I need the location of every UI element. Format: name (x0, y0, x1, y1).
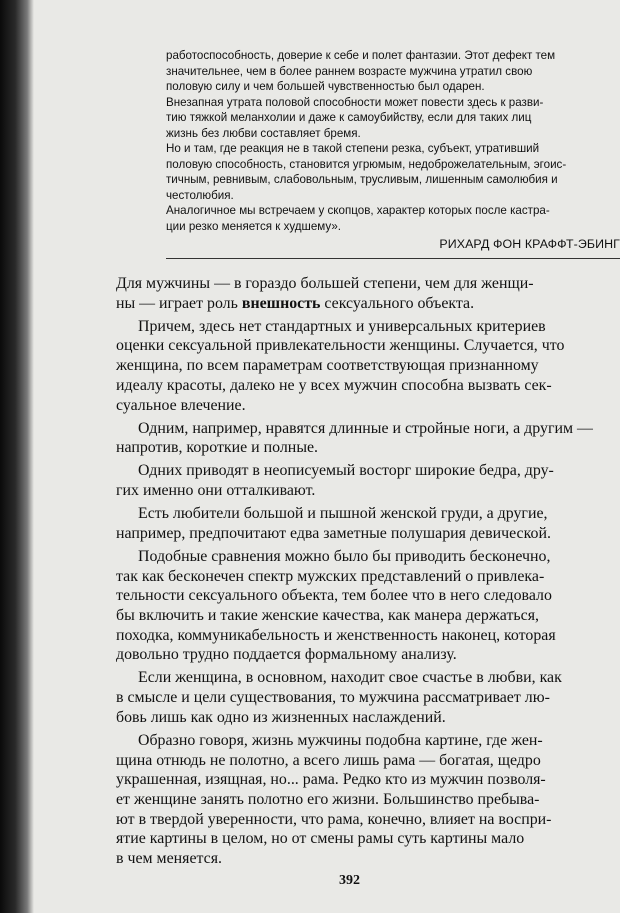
attribution-rule (166, 258, 620, 259)
body-line: например, предпочитают едва заметные полушария девической. (116, 524, 551, 542)
paragraph-start: Образно говоря, жизнь мужчины подобна картине, где жен- (138, 731, 543, 749)
book-binding-shadow (0, 0, 34, 913)
book-page (34, 0, 620, 913)
body-line-text: сексуального объекта. (324, 294, 475, 312)
epigraph-quote (166, 48, 620, 234)
epigraph-line: Но и там, где реакция не в такой степени резка, субъект, утративший (166, 142, 540, 155)
body-line: оценки сексуальной привлекательности женщины. Случается, что (116, 337, 565, 355)
paragraph-start: Одним, например, нравятся длинные и стройные ноги, а другим — (138, 419, 593, 437)
page-number: 392 (339, 873, 360, 888)
body-line: бовь лишь как одно из жизненных наслаждений. (116, 708, 446, 726)
body-text (116, 274, 620, 869)
paragraph-start: Подобные сравнения можно было бы приводить бесконечно, (138, 547, 551, 565)
body-line: суальное влечение. (116, 396, 246, 414)
epigraph-line: Аналогичное мы встречаем у скопцов, характер которых после кастра- (166, 204, 550, 217)
body-line: ятие картины в целом, но от смены рамы суть картины мало (116, 830, 525, 848)
epigraph-line: жизнь без любви составляет бремя. (166, 126, 361, 140)
body-line: в смысле и цели существования, то мужчина рассматривает лю- (116, 689, 550, 707)
paragraph-start: Одних приводят в неописуемый восторг широкие бедра, дру- (138, 462, 554, 480)
paragraph-start: Если женщина, в основном, находит свое счастье в любви, как (138, 669, 562, 687)
epigraph-line: ции резко меняется к худшему». (166, 219, 341, 233)
body-line: идеалу красоты, далеко не у всех мужчин способна вызвать сек- (116, 376, 552, 394)
epigraph-line: честолюбия. (166, 188, 234, 202)
body-line: напротив, короткие и полные. (116, 439, 319, 457)
body-line: гих именно они отталкивают. (116, 482, 316, 500)
body-line: ет женщине занять полотно его жизни. Большинство пребыва- (116, 790, 540, 808)
epigraph-line: значительнее, чем в более раннем возрасте мужчина утратил свою (166, 64, 533, 78)
body-line: походка, коммуникабельность и женственность наконец, которая (116, 626, 556, 644)
epigraph-line: половую силу и чем большей чувственностью был одарен. (166, 80, 485, 93)
body-line: довольно трудно поддается формальному анализу. (116, 646, 457, 664)
paragraph-start: Причем, здесь нет стандартных и универсальных критериев (138, 317, 546, 335)
body-line (116, 294, 620, 314)
body-line: бы включить и такие женские качества, как манера держаться, (116, 606, 539, 624)
epigraph-line: половую способность, становится угрюмым, недоброжелательным, эгоис- (166, 157, 567, 171)
epigraph-line: работоспособность, доверие к себе и полет фантазии. Этот дефект тем (166, 49, 556, 62)
emphasis-term: внешность (241, 294, 321, 312)
epigraph-line: Внезапная утрата половой способности может повести здесь к разви- (166, 95, 544, 109)
body-line: щина отнюдь не полотно, а всего лишь рама — богатая, щедро (116, 751, 541, 769)
body-line: женщина, по всем параметрам соответствующая признанному (116, 357, 539, 375)
body-line: тельности сексуального объекта, тем более что в него следовало (116, 587, 552, 605)
epigraph-attribution: РИХАРД ФОН КРАФФТ-ЭБИНГ (439, 237, 620, 251)
epigraph-line: тию тяжкой меланхолии и даже к самоубийству, если для таких лиц (166, 111, 532, 124)
body-line: в чем меняется. (116, 849, 222, 867)
body-line: Для мужчины — в гораздо большей степени, чем для женщи- (116, 275, 534, 292)
body-line: так как бесконечен спектр мужских представлений о привлека- (116, 567, 545, 585)
body-line-text: ны — играет роль (116, 294, 238, 312)
paragraph-start: Есть любители большой и пышной женской груди, а другие, (138, 505, 548, 523)
body-line: украшенная, изящная, но... рама. Редко кто из мужчин позволя- (116, 771, 546, 789)
body-line: ют в твердой уверенности, что рама, конечно, влияет на воспри- (116, 810, 552, 828)
epigraph-line: тичным, ревнивым, слабовольным, трусливым, лишенным самолюбия и (166, 173, 558, 186)
